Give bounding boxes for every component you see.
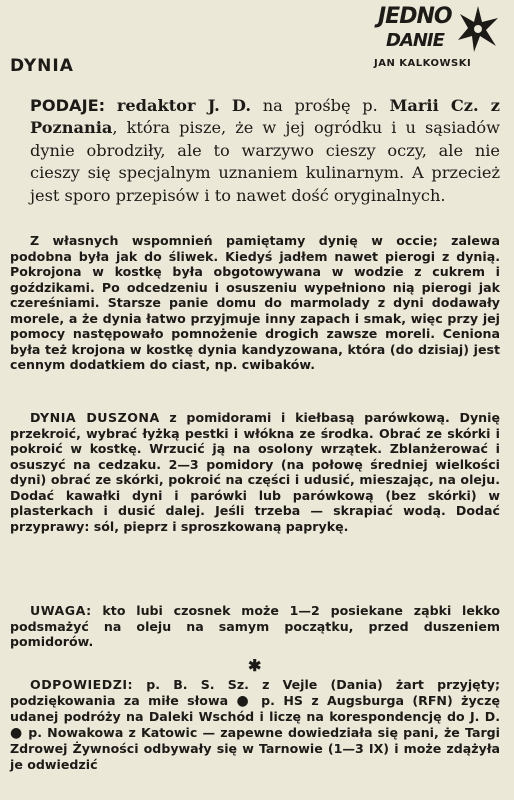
note-heading: UWAGA: (30, 603, 92, 618)
bullet-icon: ● (10, 724, 24, 741)
star-icon (456, 4, 500, 54)
logo-word-jedno: JEDNO (378, 4, 452, 29)
logo-word-danie: DANIE (386, 30, 444, 51)
paragraph-recipe (10, 410, 500, 534)
bullet-icon: ● (236, 692, 253, 709)
intro-lead: PODAJE: (30, 96, 106, 115)
recipe-text: z pomidorami i kiełbasą parówkową. Dynię przekroić, wybrać łyżką pestki i włókna ze środka. Obrać ze skórki i pokroić w kostkę. Wrzucić ją na osolony wrzątek. Zblanżerować i osuszyć na cedzaku. 2—3 pomidory (na połowę średniej wielkości dyni) obrać ze skórki, pokroić na części i udusić, mieszając, na oleju. Dodać kawałki dyni i parówki lub parówkową (bez skórki) w plasterkach i dusić dalej. Jeśli trzeba — skrapiać wodą. Dodać przyprawy: sól, pieprz i sproszkowaną paprykę. (10, 410, 500, 534)
intro-editor: redaktor J. D. (116, 96, 252, 115)
intro-text-2: , która pisze, że w jej ogródku i u sąsiadów dynie obrodziły, ale to warzywo cieszy oczy, ale nie cieszy się specjalnym uznaniem kulinarnym. A przecież jest sporo przepisów i to nawet dość oryginalnych. (30, 118, 500, 205)
answer-2: p. HS z Augsburga (RFN) życzę udanej podróży na Daleki Wschód i liczę na korespondencję do J. D. (10, 692, 501, 725)
intro-text-1: na prośbę p. (251, 96, 390, 115)
intro-paragraph (30, 95, 500, 207)
paragraph-answers (10, 677, 500, 772)
article-title: DYNIA (10, 56, 74, 76)
paragraph-memories: Z własnych wspomnień pamiętamy dynię w occie; zalewa podobna była jak do śliwek. Kiedyś jadłem nawet pierogi z dynią. Pokrojona w kostkę była obgotowywana w wodzie z cukrem i goździkami. Po odcedzeniu i osuszeniu wypełniono nią pierogi jak czereśniami. Starsze panie domu do marmolady z dyni dodawały morele, a że dynia łatwo przyjmuje inny zapach i smak, więc przy jej pomocy następowało pomnożenie drogich zawsze moreli. Ceniona była też krojona w kostkę dynia kandyzowana, która (do dzisiaj) jest cennym dodatkiem do ciast, np. cwibaków. (10, 233, 500, 373)
note-text: kto lubi czosnek może 1—2 posiekane ząbki lekko podsmażyć na oleju na samym początku, przed duszeniem pomidorów. (10, 603, 500, 650)
intro-reader-name: Marii Cz. z Poznania (30, 96, 500, 138)
answer-1: p. B. S. Sz. z Vejle (Dania) żart przyjęty; podziękowania za miłe słowa (10, 677, 500, 708)
column-author: JAN KALKOWSKI (374, 58, 472, 69)
answers-heading: ODPOWIEDZI: (30, 677, 134, 692)
column-logo (372, 4, 504, 80)
recipe-heading: DYNIA DUSZONA (30, 410, 160, 425)
answer-3: p. Nowakowa z Katowic — zapewne dowiedziała się pani, że Targi Zdrowej Żywności odbywały się w Tarnowie (1—3 IX) i może zdążyła je odwiedzić (10, 724, 500, 772)
paragraph-note (10, 603, 500, 650)
asterisk-separator: ✱ (248, 656, 262, 675)
